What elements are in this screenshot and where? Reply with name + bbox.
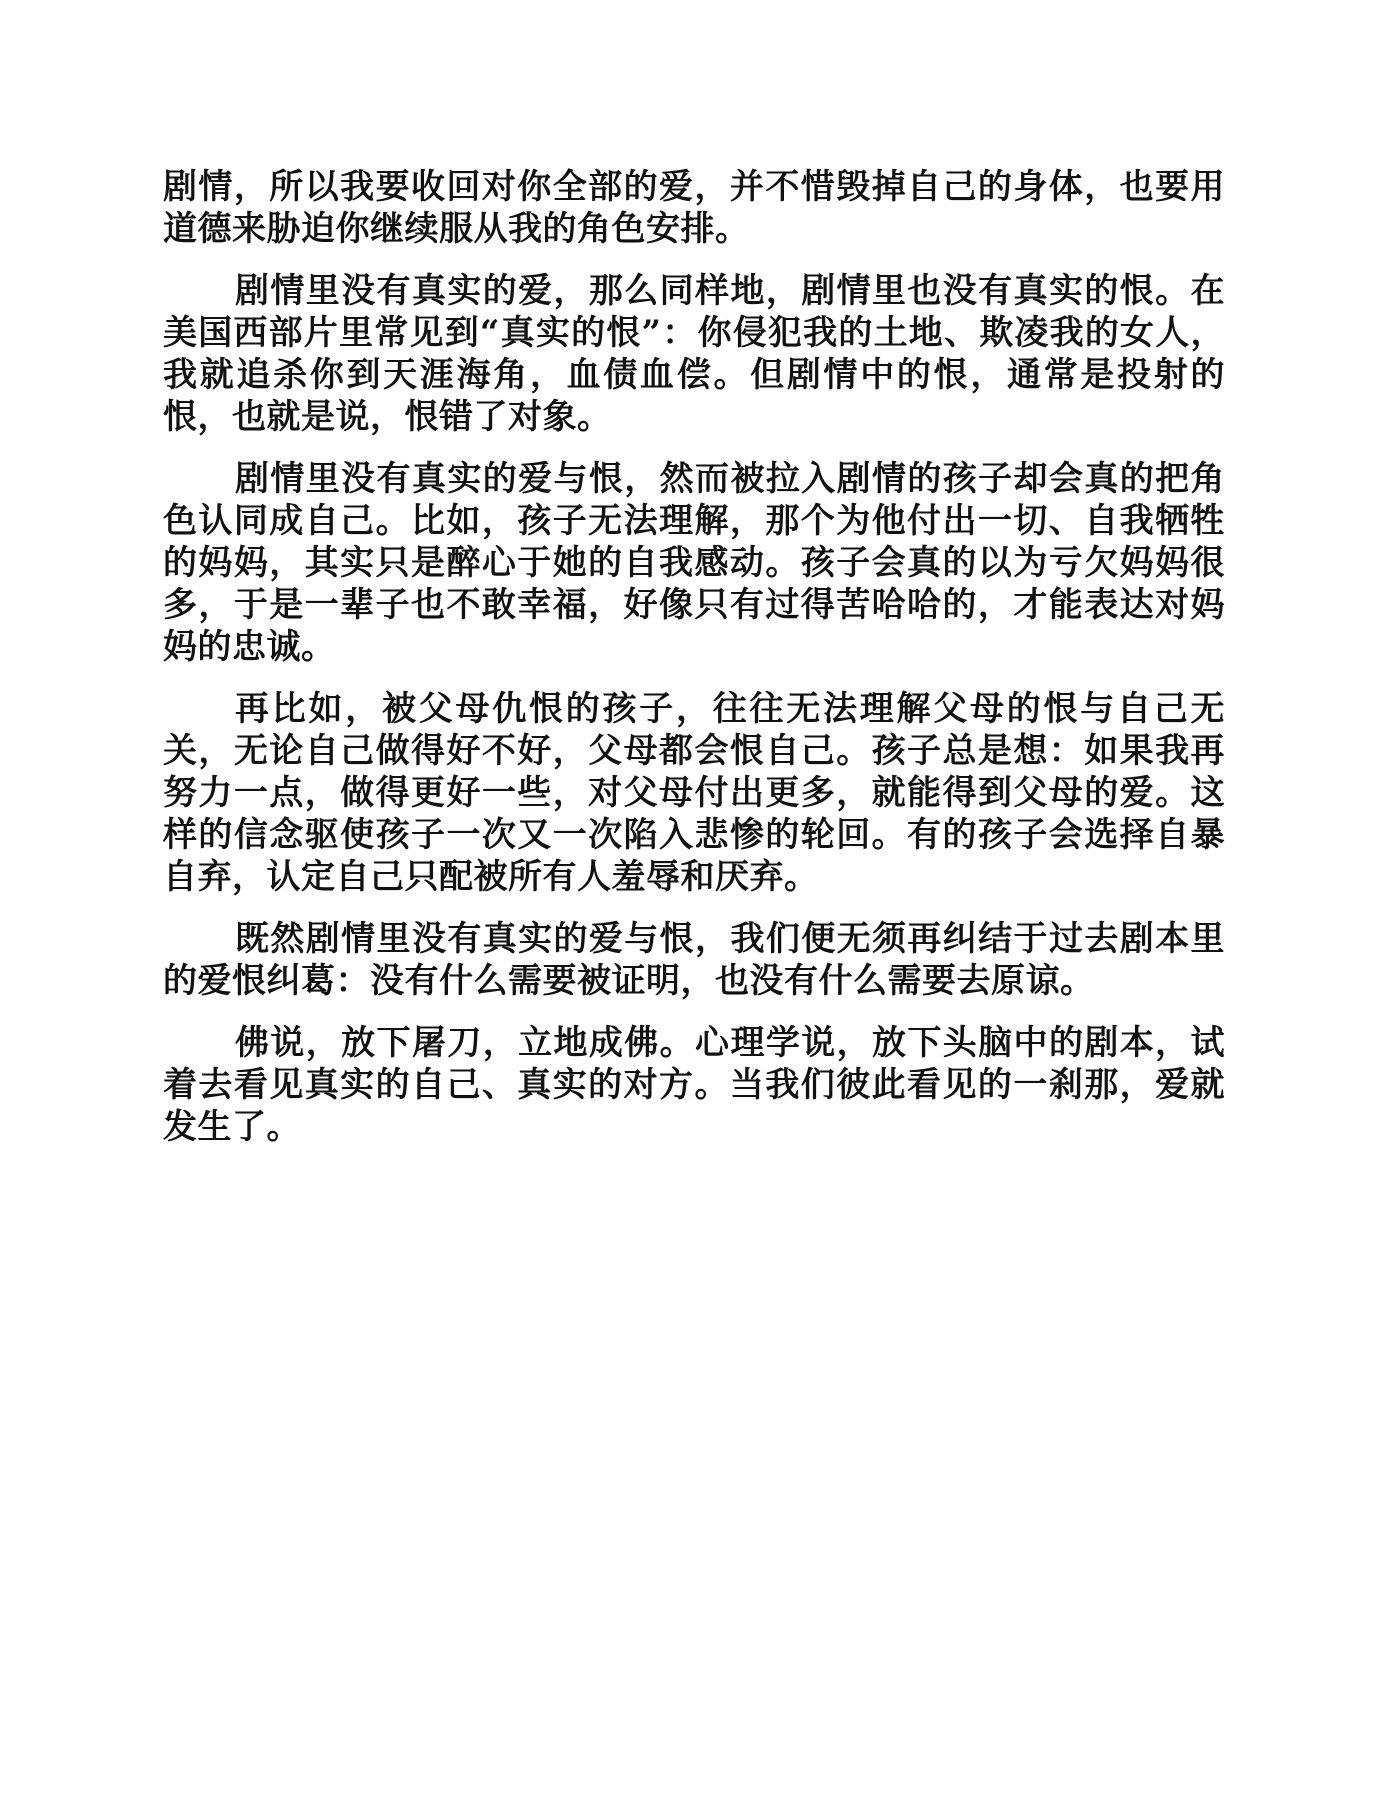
paragraph: 既然剧情里没有真实的爱与恨，我们便无须再纠结于过去剧本里的爱恨纠葛：没有什么需要被证明，也没有什么需要去原谅。 [163,919,1225,1001]
document-body [163,166,1225,1168]
paragraph-continued: 剧情，所以我要收回对你全部的爱，并不惜毁掉自己的身体，也要用道德来胁迫你继续服从我的角色安排。 [163,167,1225,249]
paragraph: 剧情里没有真实的爱与恨，然而被拉入剧情的孩子却会真的把角色认同成自己。比如，孩子无法理解，那个为他付出一切、自我牺牲的妈妈，其实只是醉心于她的自我感动。孩子会真的以为亏欠妈妈很多，于是一辈子也不敢幸福，好像只有过得苦哈哈的，才能表达对妈妈的忠诚。 [163,459,1225,667]
paragraph: 再比如，被父母仇恨的孩子，往往无法理解父母的恨与自己无关，无论自己做得好不好，父母都会恨自己。孩子总是想：如果我再努力一点，做得更好一些，对父母付出更多，就能得到父母的爱。这样的信念驱使孩子一次又一次陷入悲惨的轮回。有的孩子会选择自暴自弃，认定自己只配被所有人羞辱和厌弃。 [163,689,1225,897]
paragraph: 佛说，放下屠刀，立地成佛。心理学说，放下头脑中的剧本，试着去看见真实的自己、真实的对方。当我们彼此看见的一刹那，爱就发生了。 [163,1023,1225,1147]
paragraph: 剧情里没有真实的爱，那么同样地，剧情里也没有真实的恨。在美国西部片里常见到“真实的恨”：你侵犯我的土地、欺凌我的女人，我就追杀你到天涯海角，血债血偿。但剧情中的恨，通常是投射的恨，也就是说，恨错了对象。 [163,271,1225,437]
